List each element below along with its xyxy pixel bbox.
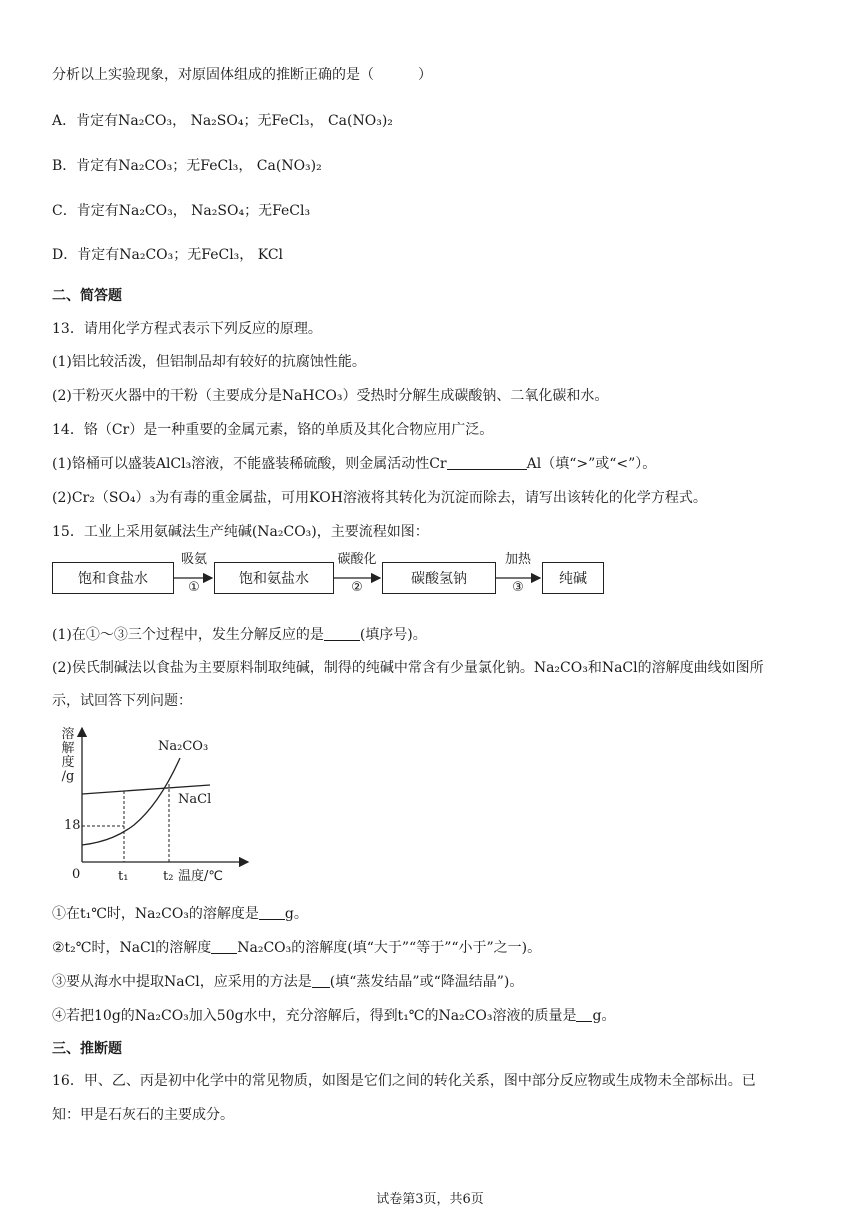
solubility-curve-graph: [52, 722, 262, 892]
flow-box-bicarbonate: 碳酸氢钠: [382, 562, 496, 594]
flow-box-soda: 纯碱: [542, 562, 604, 594]
graph-y-label: 溶 解 度 /g: [61, 727, 75, 784]
section-heading-short-answer: 二、简答题: [52, 288, 122, 304]
q15-part2-line1: (2)侯氏制碱法以食盐为主要原料制取纯碱，制得的纯碱中常含有少量氯化钠。Na₂CO₃和NaCl的溶解度曲线如图所: [52, 660, 764, 676]
graph-x-tick-t2: t₂: [163, 869, 174, 884]
graph-x-label: 温度/℃: [178, 869, 223, 884]
q13-part1: (1)铝比较活泼，但铝制品却有较好的抗腐蚀性能。: [52, 354, 366, 370]
q15-part1: (1)在①～③三个过程中，发生分解反应的是 (填序号)。: [52, 627, 427, 643]
answer-blank[interactable]: [312, 973, 330, 988]
q12-option-d: D．肯定有Na₂CO₃；无FeCl₃， KCl: [52, 247, 284, 263]
flow-step-2-number: ②: [351, 580, 363, 595]
q15-stem: 15．工业上采用氨碱法生产纯碱(Na₂CO₃)，主要流程如图：: [52, 524, 429, 540]
graph-x-tick-t1: t₁: [118, 869, 129, 884]
graph-na2co3-label: Na₂CO₃: [158, 739, 209, 754]
answer-blank[interactable]: [447, 455, 527, 470]
q12-option-a: A．肯定有Na₂CO₃， Na₂SO₄；无FeCl₃， Ca(NO₃)₂: [52, 113, 393, 129]
q16-line2: 知：甲是石灰石的主要成分。: [52, 1107, 234, 1123]
q12-option-b: B．肯定有Na₂CO₃；无FeCl₃， Ca(NO₃)₂: [52, 158, 322, 174]
flow-box-ammonia-brine: 饱和氨盐水: [214, 562, 334, 594]
q14-part1: (1)铬桶可以盛装AlCl₃溶液，不能盛装稀硫酸，则金属活动性Cr Al（填“>”或“<”）。: [52, 456, 657, 472]
section-heading-inference: 三、推断题: [52, 1041, 122, 1057]
q16-line1: 16．甲、乙、丙是初中化学中的常见物质，如图是它们之间的转化关系，图中部分反应物或生成物未全部标出。已: [52, 1073, 756, 1089]
q15-sub4: ④若把10g的Na₂CO₃加入50g水中，充分溶解后，得到t₁℃的Na₂CO₃溶液的质量是 g。: [52, 1008, 616, 1024]
flow-step-1-label: 吸氨: [180, 552, 207, 567]
flow-box-brine: 饱和食盐水: [52, 562, 174, 594]
flow-step-2-label: 碳酸化: [337, 552, 377, 567]
q15-sub2: ②t₂℃时，NaCl的溶解度 Na₂CO₃的溶解度(填“大于”“等于”“小于”之一)。: [52, 940, 542, 956]
q15-part2-line2: 示，试回答下列问题：: [52, 693, 192, 709]
flow-step-1-number: ①: [188, 580, 200, 595]
q13-part2: (2)干粉灭火器中的干粉（主要成分是NaHCO₃）受热时分解生成碳酸钠、二氧化碳和水。: [52, 388, 609, 404]
answer-blank[interactable]: [576, 1007, 592, 1022]
process-flow-diagram: [52, 552, 612, 604]
q13-stem: 13．请用化学方程式表示下列反应的原理。: [52, 321, 322, 337]
solubility-graph-svg: [52, 722, 262, 892]
q15-sub1: ①在t₁℃时，Na₂CO₃的溶解度是 g。: [52, 906, 308, 922]
q12-prompt: 分析以上实验现象，对原固体组成的推断正确的是（ ）: [52, 67, 432, 83]
na2co3-curve: [82, 758, 180, 845]
graph-nacl-label: NaCl: [178, 792, 212, 807]
graph-y-tick-18: 18: [64, 818, 81, 833]
flow-step-3-label: 加热: [504, 552, 531, 567]
answer-blank[interactable]: [259, 905, 285, 920]
q15-sub3: ③要从海水中提取NaCl，应采用的方法是 (填“蒸发结晶”或“降温结晶”)。: [52, 974, 524, 990]
q14-stem: 14．铬（Cr）是一种重要的金属元素，铬的单质及其化合物应用广泛。: [52, 422, 494, 438]
q12-option-c: C．肯定有Na₂CO₃， Na₂SO₄；无FeCl₃: [52, 203, 311, 219]
page-footer: 试卷第3页，共6页: [376, 1192, 484, 1207]
q14-part2: (2)Cr₂（SO₄）₃为有毒的重金属盐，可用KOH溶液将其转化为沉淀而除去，请写出该转化的化学方程式。: [52, 490, 707, 506]
flow-step-3-number: ③: [512, 580, 524, 595]
graph-origin: 0: [72, 867, 81, 882]
answer-blank[interactable]: [324, 626, 360, 641]
answer-blank[interactable]: [211, 939, 237, 954]
